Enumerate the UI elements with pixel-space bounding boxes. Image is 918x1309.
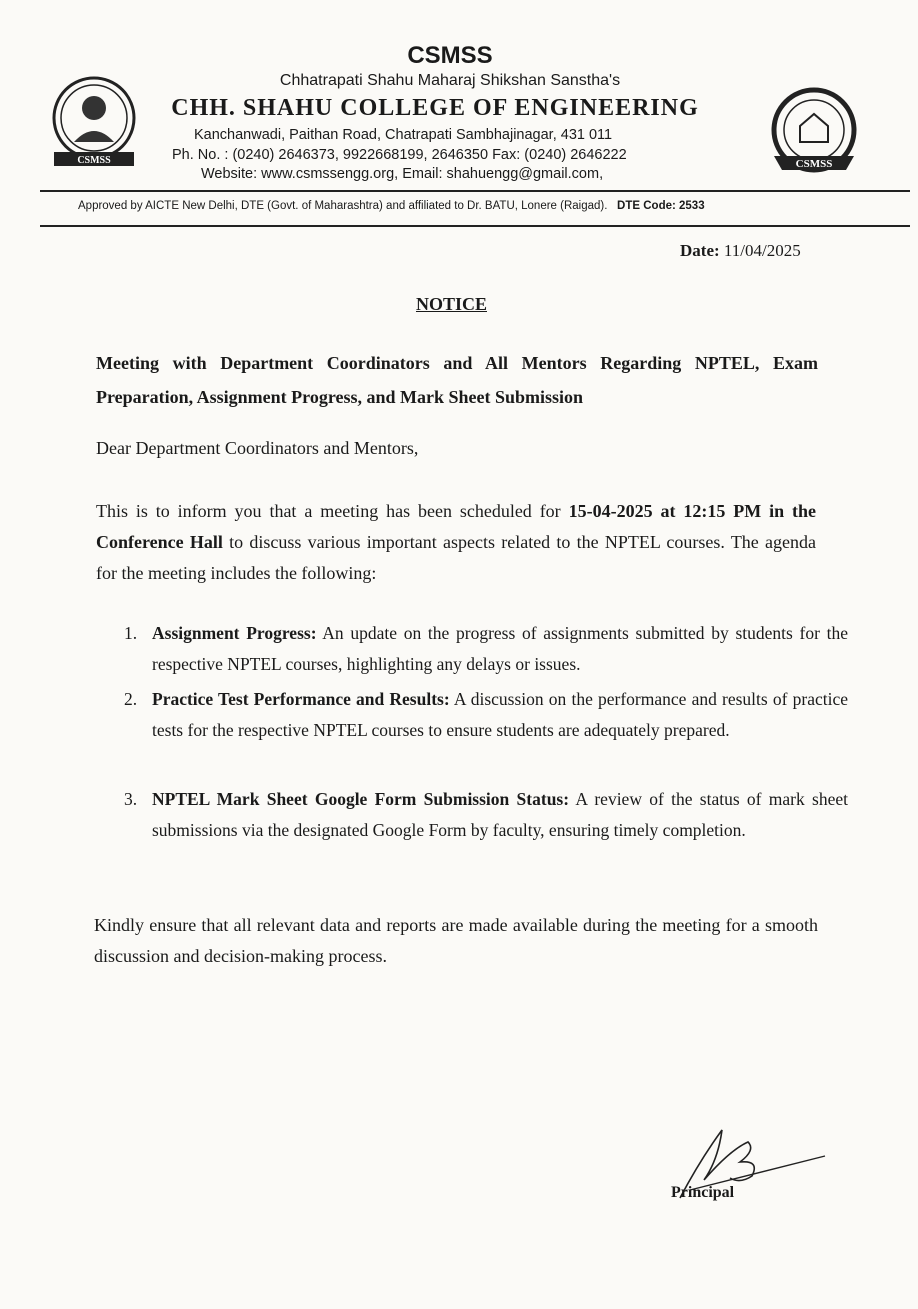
letterhead-bottom-rule [40,225,910,227]
intro-paragraph [96,496,816,589]
agenda-item-text: An update on the progress of assignments submitted by students for the respective NPTEL courses, highlighting any delays or issues. [152,623,848,674]
agenda-item [120,684,848,746]
date-value: 11/04/2025 [723,241,801,260]
society-name: Chhatrapati Shahu Maharaj Shikshan Sanstha's [279,72,621,89]
notice-heading: NOTICE [415,294,487,314]
college-phones: Ph. No. : (0240) 2646373, 9922668199, 2646350 Fax: (0240) 2646222 [172,147,627,163]
college-website: Website: www.csmssengg.org, Email: shahuengg@gmail.com, [201,166,604,182]
agenda-item-number: 2. [124,689,138,709]
college-name: CHH. SHAHU COLLEGE OF ENGINEERING [171,95,699,121]
intro-after: to discuss various important aspects related to the NPTEL courses. The agenda for the meeting includes the following: [96,532,816,583]
org-short-name: CSMSS [407,42,493,69]
meeting-schedule: 15-04-2025 at 12:15 PM in the Conference Hall [96,501,816,552]
salutation: Dear Department Coordinators and Mentors, [96,438,419,458]
agenda-item [120,618,848,680]
svg-text:CSMSS: CSMSS [795,158,833,170]
intro-before: This is to inform you that a meeting has been scheduled for [96,501,569,521]
agenda-item [120,784,848,846]
notice-subject: Meeting with Department Coordinators and All Mentors Regarding NPTEL, Exam Preparation, Assignment Progress, and Mark Sheet Submission [96,353,818,407]
closing-paragraph: Kindly ensure that all relevant data and reports are made available during the meeting for a smooth discussion and decision-making process. [94,915,818,966]
letterhead-top-rule [40,190,910,192]
agenda-item-number: 1. [124,623,138,643]
agenda-item-number: 3. [124,789,138,809]
signatory-title: Principal [671,1184,735,1201]
notice-date [680,241,801,261]
approval-line [78,200,705,212]
agenda-item-text: A review of the status of mark sheet submissions via the designated Google Form by faculty, ensuring timely completion. [152,789,848,840]
agenda-item-text: A discussion on the performance and results of practice tests for the respective NPTEL courses to ensure students are adequately prepared. [152,689,848,740]
college-address: Kanchanwadi, Paithan Road, Chatrapati Sambhajinagar, 431 011 [194,127,613,143]
agenda-item-title: Practice Test Performance and Results: [152,689,450,709]
approval-text: Approved by AICTE New Delhi, DTE (Govt. of Maharashtra) and affiliated to Dr. BATU, Lonere (Raigad). [78,200,608,212]
date-label: Date: [680,241,720,260]
dte-code: DTE Code: 2533 [617,200,705,212]
agenda-item-title: Assignment Progress: [152,623,317,643]
agenda-item-title: NPTEL Mark Sheet Google Form Submission Status: [152,789,570,809]
college-logo-right [762,86,866,182]
svg-text:CSMSS: CSMSS [77,155,111,166]
